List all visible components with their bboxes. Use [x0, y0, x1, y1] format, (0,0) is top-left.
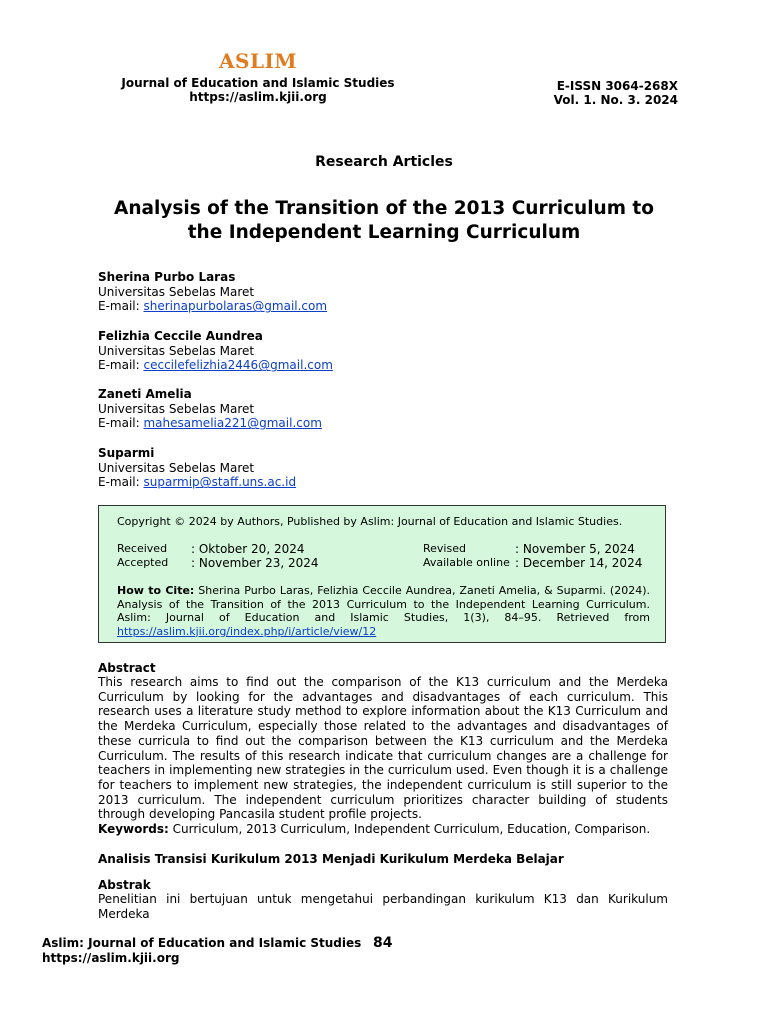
author-email-link[interactable]: sherinapurbolaras@gmail.com	[143, 299, 328, 314]
author-affiliation: Universitas Sebelas Maret	[98, 401, 255, 416]
article-title-line: Analysis of the Transition of the 2013 Curriculum to	[114, 198, 654, 219]
author-email-line	[98, 299, 327, 314]
journal-brand: ASLIM	[218, 49, 298, 73]
keywords-label: Keywords:	[98, 822, 169, 836]
abstrak-text: Penelitian ini bertujuan untuk mengetahui perbandingan kurikulum K13 dan Kurikulum Merdeka	[98, 892, 668, 921]
journal-name: Journal of Education and Islamic Studies	[121, 76, 395, 90]
abstrak-heading: Abstrak	[98, 878, 151, 892]
author-email-line	[98, 358, 333, 373]
received-date: : Oktober 20, 2024	[191, 542, 305, 556]
author-email-link[interactable]: mahesamelia221@gmail.com	[143, 416, 322, 431]
author-affiliation: Universitas Sebelas Maret	[98, 343, 255, 358]
footer-url: https://aslim.kjii.org	[42, 951, 180, 965]
author-affiliation: Universitas Sebelas Maret	[98, 460, 255, 475]
article-title	[90, 197, 678, 245]
available-online-label: Available online	[423, 556, 510, 569]
footer-journal: Aslim: Journal of Education and Islamic Studies	[42, 936, 362, 950]
author-affiliation: Universitas Sebelas Maret	[98, 284, 255, 299]
indonesian-title: Analisis Transisi Kurikulum 2013 Menjadi Kurikulum Merdeka Belajar	[98, 852, 564, 866]
abstract-text: This research aims to find out the comparison of the K13 curriculum and the Merdeka Curriculum by looking for the advantages and disadvantages of each curriculum. This research uses a literature study method to explore information about the K13 Curriculum and the Merdeka Curriculum, especially those related to the advantages and disadvantages of these curricula to find out the comparison between the K13 curriculum and the Merdeka Curriculum. The results of this research indicate that curriculum changes are a challenge for teachers in implementing new strategies in the curriculum used. Even though it is a challenge for teachers to implement new strategies, the independent curriculum is still superior to the 2013 curriculum. The independent curriculum prioritizes character building of students through developing Pancasila student profile projects.	[98, 675, 668, 822]
author-block	[98, 329, 333, 373]
cite-text: Sherina Purbo Laras, Felizhia Ceccile Aundrea, Zaneti Amelia, & Suparmi. (2024). Analysis of the Transition of the 2013 Curriculum to the Independent Learning Curriculum. Aslim: Journal of Education and Islamic Studies, 1(3), 84–95. Retrieved from	[117, 584, 650, 625]
author-email-line	[98, 475, 296, 490]
email-label: E-mail:	[98, 475, 144, 490]
how-to-cite	[117, 584, 650, 638]
received-label: Received	[117, 542, 168, 555]
article-info-box	[98, 505, 666, 643]
accepted-date: : November 23, 2024	[191, 556, 319, 570]
keywords-text: Curriculum, 2013 Curriculum, Independent Curriculum, Education, Comparison.	[168, 822, 651, 836]
author-email-link[interactable]: ceccilefelizhia2446@gmail.com	[143, 358, 333, 373]
email-label: E-mail:	[98, 416, 144, 431]
email-label: E-mail:	[98, 299, 144, 314]
available-online-date: : December 14, 2024	[515, 556, 643, 570]
page-number: 84	[373, 935, 393, 951]
volume-issue: Vol. 1. No. 3. 2024	[553, 93, 678, 107]
cite-link[interactable]: https://aslim.kjii.org/index.php/i/article/view/12	[117, 624, 377, 638]
eissn: E-ISSN 3064-268X	[556, 79, 678, 93]
journal-url: https://aslim.kjii.org	[189, 90, 327, 104]
email-label: E-mail:	[98, 358, 144, 373]
author-name: Felizhia Ceccile Aundrea	[98, 329, 263, 343]
keywords	[98, 822, 668, 837]
author-block	[98, 387, 322, 431]
author-name: Suparmi	[98, 446, 155, 460]
author-email-link[interactable]: suparmip@staff.uns.ac.id	[143, 475, 297, 490]
section-label: Research Articles	[315, 154, 453, 170]
author-block	[98, 446, 296, 490]
accepted-label: Accepted	[117, 556, 169, 569]
author-block	[98, 270, 327, 314]
abstract-heading: Abstract	[98, 661, 156, 675]
author-name: Zaneti Amelia	[98, 387, 192, 401]
author-name: Sherina Purbo Laras	[98, 270, 236, 284]
copyright-notice: Copyright © 2024 by Authors, Published by Aslim: Journal of Education and Islamic Studies.	[117, 515, 623, 528]
revised-label: Revised	[423, 542, 466, 555]
cite-label: How to Cite:	[117, 584, 195, 597]
article-dates	[117, 542, 652, 570]
revised-date: : November 5, 2024	[515, 542, 635, 556]
author-email-line	[98, 416, 322, 431]
article-title-line: the Independent Learning Curriculum	[187, 222, 581, 243]
